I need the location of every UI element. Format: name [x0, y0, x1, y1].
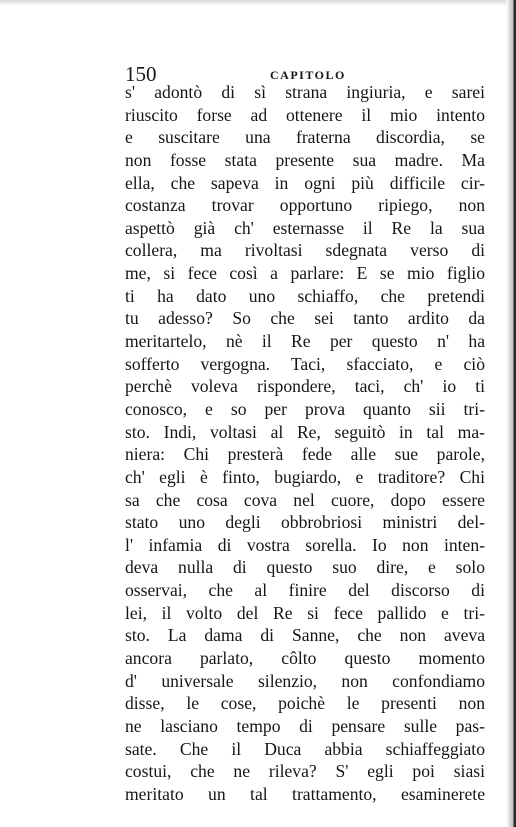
text-line: ch' egli è finto, bugiardo, e traditore? Chi: [125, 466, 485, 487]
text-line: ne lasciano tempo di pensare sulle pas-: [125, 715, 485, 736]
text-line: conosco, e so per prova quanto sii tri-: [125, 398, 485, 419]
page-number: 150: [125, 62, 157, 86]
text-line: stato uno degli obbrobriosi ministri del-: [125, 512, 485, 533]
text-line: d' universale silenzio, non confondiamo: [125, 670, 485, 691]
text-line: perchè voleva rispondere, taci, ch' io ti: [125, 376, 485, 397]
text-line: me, si fece così a parlare: E se mio figlio: [125, 263, 485, 284]
text-line: niera: Chi presterà fede alle sue parole,: [125, 444, 485, 465]
text-line: disse, le cose, poichè le presenti non: [125, 693, 485, 714]
text-line: ancora parlato, côlto questo momento: [125, 648, 485, 669]
text-line: aspettò già ch' esternasse il Re la sua: [125, 217, 485, 238]
text-line: meritato un tal trattamento, esaminerete: [125, 783, 485, 804]
running-head: CAPITOLO: [270, 68, 346, 82]
body-text: [125, 81, 485, 806]
text-line: ella, che sapeva in ogni più difficile cir-: [125, 172, 485, 193]
text-line: l' infamia di vostra sorella. Io non inten-: [125, 534, 485, 555]
text-line: non fosse stata presente sua madre. Ma: [125, 149, 485, 170]
text-line: sofferto vergogna. Taci, sfacciato, e ciò: [125, 353, 485, 374]
text-line: lei, il volto del Re si fece pallido e tri-: [125, 602, 485, 623]
text-line: deva nulla di questo suo dire, e solo: [125, 557, 485, 578]
text-line: osservai, che al finire del discorso di: [125, 580, 485, 601]
text-line: meritartelo, nè il Re per questo n' ha: [125, 331, 485, 352]
text-line: s' adontò di sì strana ingiuria, e sarei: [125, 82, 485, 102]
text-line: e suscitare una fraterna discordia, se: [125, 127, 485, 148]
text-line: riuscito forse ad ottenere il mio intento: [125, 104, 485, 125]
page-top-edge: [0, 0, 516, 6]
text-line: sate. Che il Duca abbia schiaffeggiato: [125, 738, 485, 759]
text-line: tu adesso? So che sei tanto ardito da: [125, 308, 485, 329]
text-line: collera, ma rivoltasi sdegnata verso di: [125, 240, 485, 261]
text-line: sto. La dama di Sanne, che non aveva: [125, 625, 485, 646]
text-line: costui, che ne rileva? S' egli poi siasi: [125, 761, 485, 782]
text-line: sto. Indi, voltasi al Re, seguitò in tal ma-: [125, 421, 485, 442]
text-line: ti ha dato uno schiaffo, che pretendi: [125, 285, 485, 306]
text-line: costanza trovar opportuno ripiego, non: [125, 195, 485, 216]
text-line: sa che cosa cova nel cuore, dopo essere: [125, 489, 485, 510]
page-binding-edge: [506, 0, 516, 827]
